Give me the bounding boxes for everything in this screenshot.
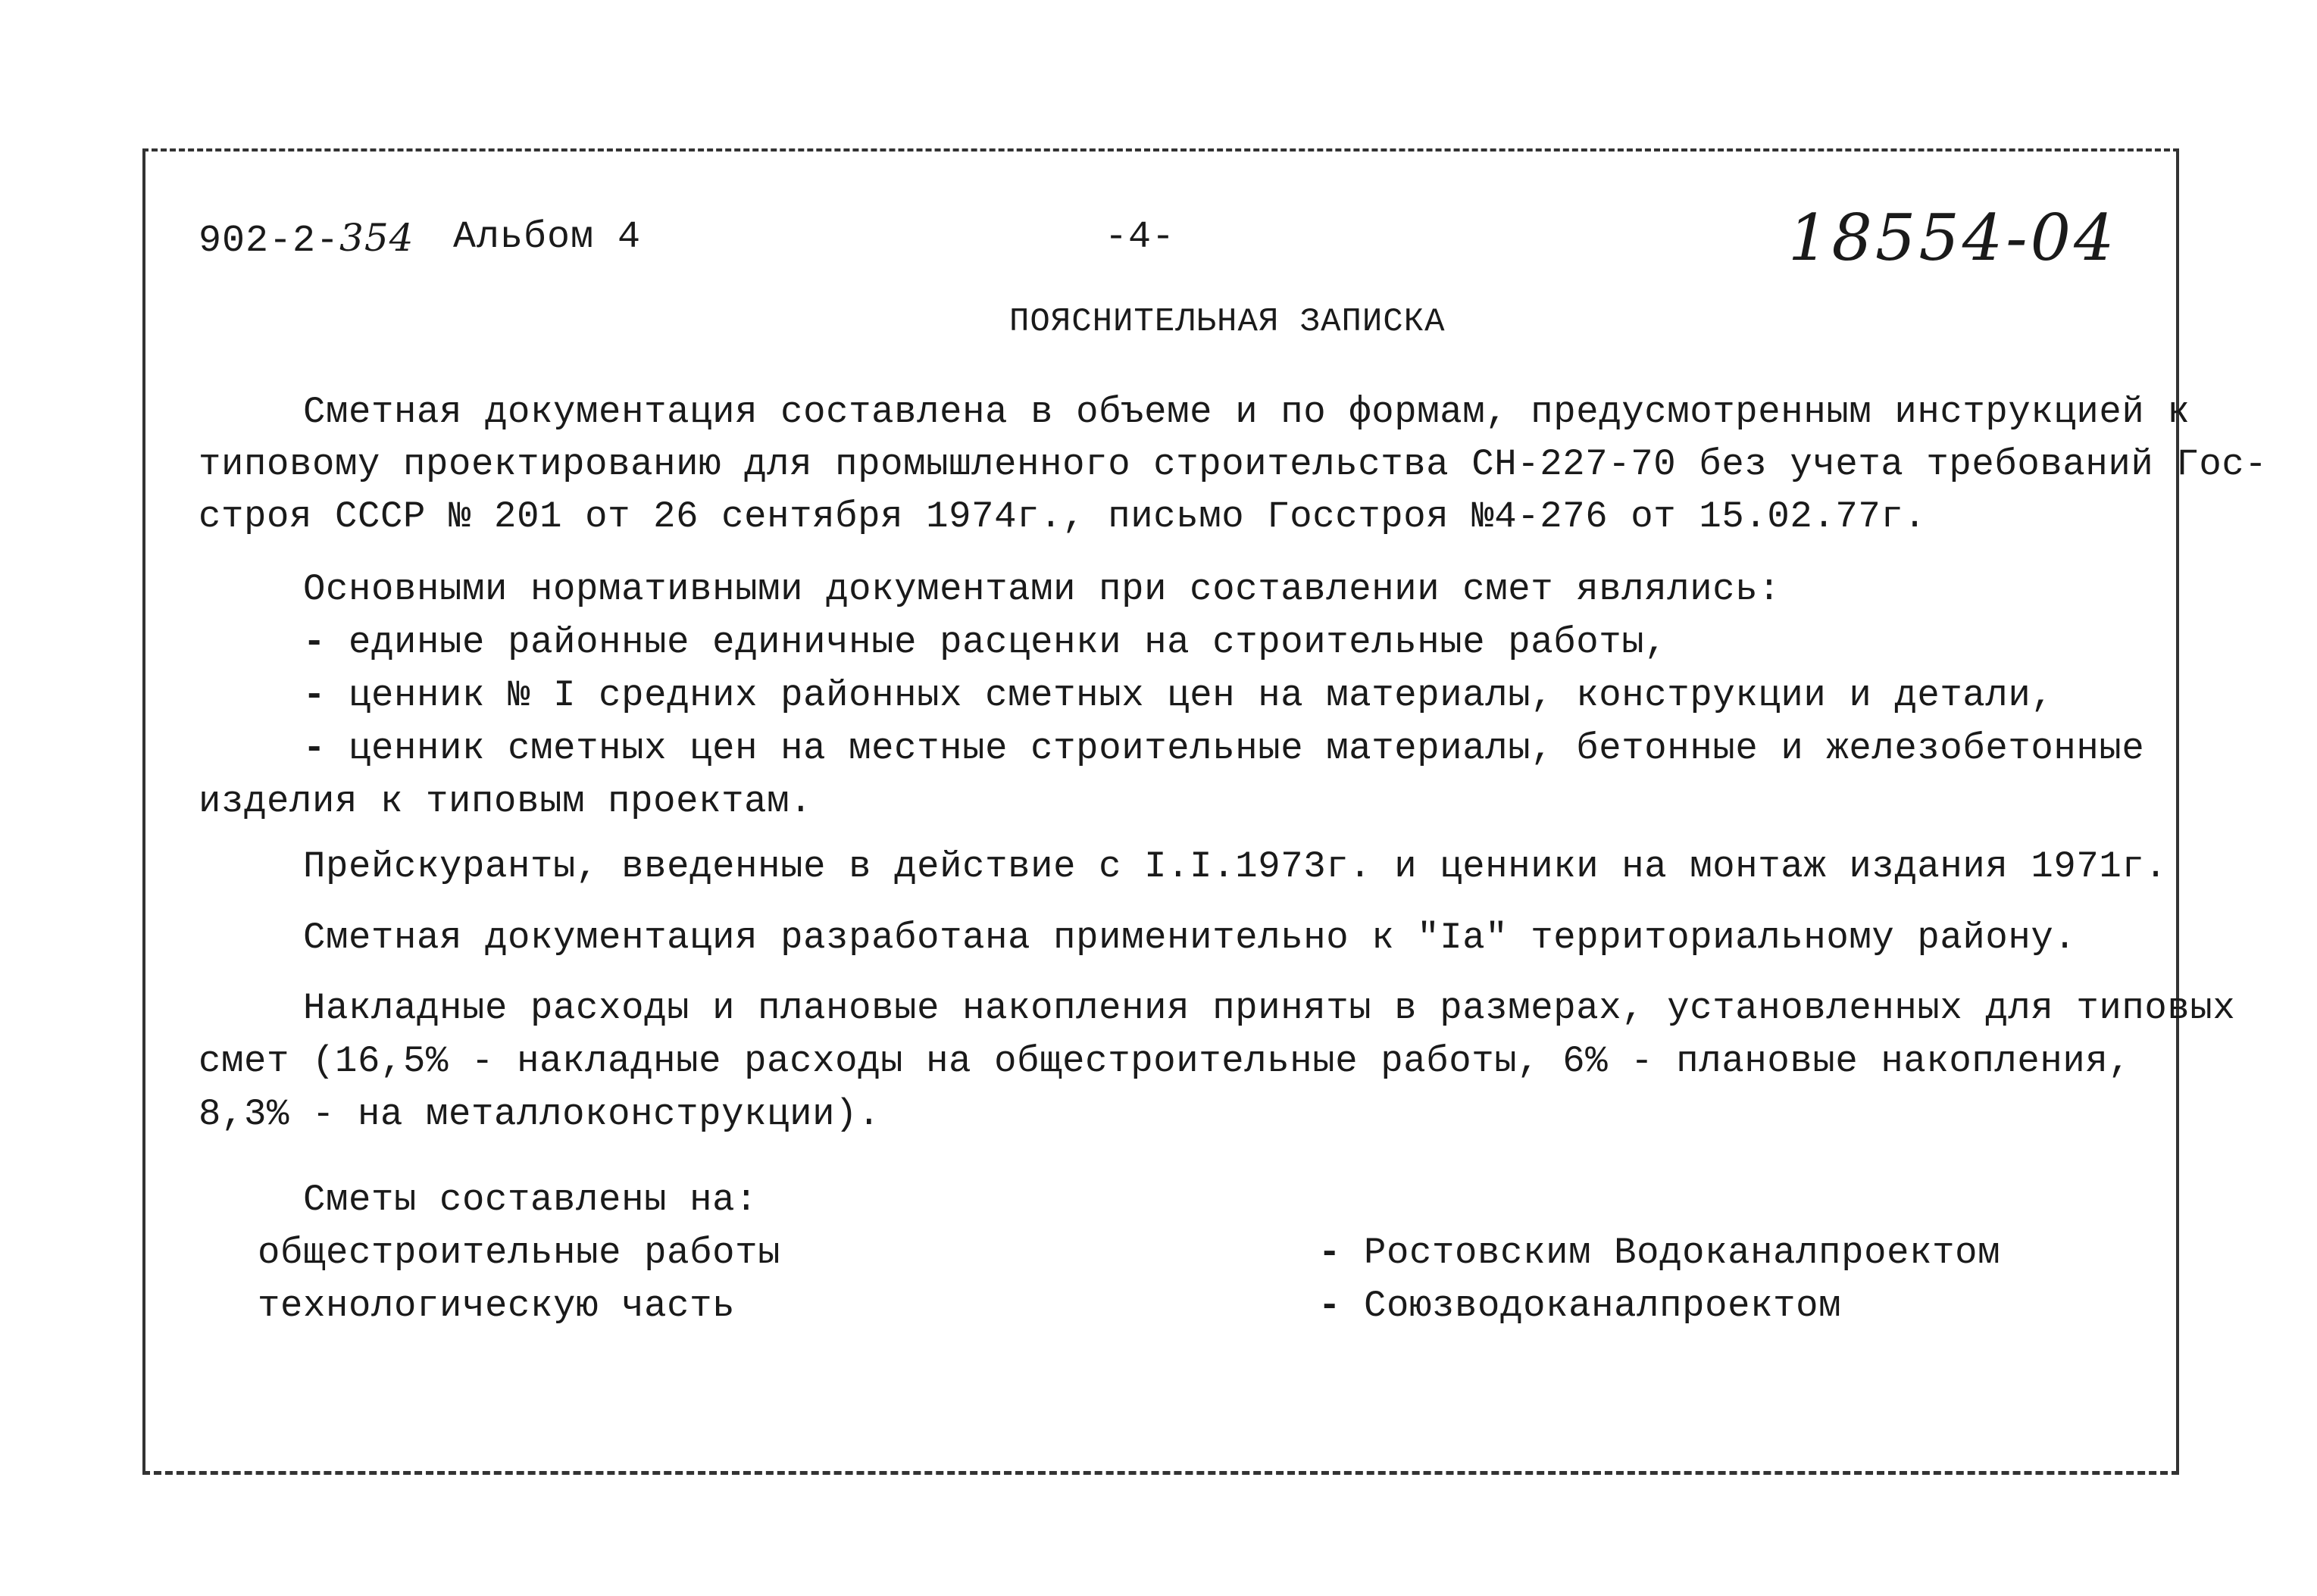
paragraph-line: типовому проектированию для промышленного строительства СН-227-70 без учета требований Гос- (199, 443, 2268, 486)
overhead-line: Накладные расходы и плановые накопления приняты в размерах, установленных для типовых (303, 987, 2236, 1029)
paragraph-line: Сметная документация составлена в объеме и по формам, предусмотренным инструкцией к (303, 391, 2190, 433)
inventory-number: 18554-04 (1788, 201, 2118, 275)
territory-paragraph: Сметная документация разработана применительно к "Iа" территориальному району. (303, 917, 2077, 959)
normative-item: - единые районные единичные расценки на строительные работы, (303, 621, 1668, 664)
normative-item: - ценник сметных цен на местные строительные материалы, бетонные и железобетонные (303, 727, 2145, 770)
normative-item: - ценник № I средних районных сметных цен на материалы, конструкции и детали, (303, 674, 2054, 717)
document-code-number: 354 (339, 216, 414, 260)
estimates-intro: Сметы составлены на: (303, 1179, 758, 1221)
document-title: ПОЯСНИТЕЛЬНАЯ ЗАПИСКА (1009, 303, 1446, 341)
page-number: -4- (1105, 216, 1176, 259)
pricelists-paragraph: Прейскуранты, введенные в действие с I.I.1973г. и ценники на монтаж издания 1971г. (303, 845, 2168, 888)
album-label: Альбом 4 (453, 216, 642, 259)
overhead-line: 8,3% - на металлоконструкции). (199, 1093, 881, 1135)
paragraph-line: строя СССР № 201 от 26 сентября 1974г., письмо Госстроя №4-276 от 15.02.77г. (199, 495, 1927, 538)
estimate-org-2: - Союзводоканалпроектом (1318, 1285, 1842, 1327)
document-code: 902-2-354 (199, 216, 414, 263)
estimate-work-2: технологическую часть (258, 1285, 736, 1327)
overhead-line: смет (16,5% - накладные расходы на общестроительные работы, 6% - плановые накопления, (199, 1040, 2131, 1082)
estimate-org-1: - Ростовским Водоканалпроектом (1318, 1232, 2001, 1274)
estimate-work-1: общестроительные работы (258, 1232, 781, 1274)
normative-intro: Основными нормативными документами при составлении смет являлись: (303, 568, 1781, 611)
normative-item-continued: изделия к типовым проектам. (199, 780, 813, 823)
